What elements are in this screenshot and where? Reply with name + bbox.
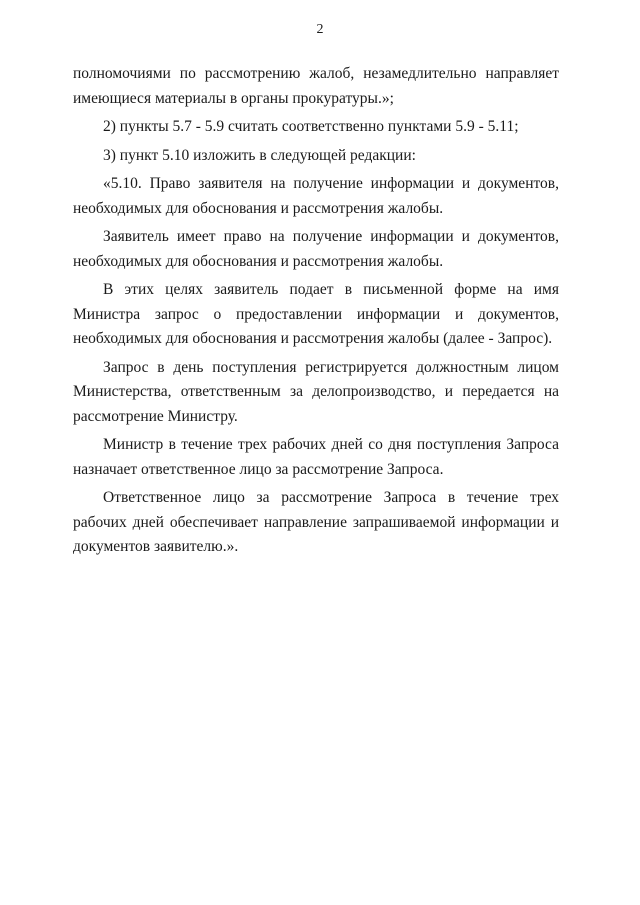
- paragraph-8: Министр в течение трех рабочих дней со дня поступления Запроса назначает ответственное лицо за рассмотрение Запроса.: [73, 436, 559, 478]
- paragraph-2: 2) пункты 5.7 - 5.9 считать соответственно пунктами 5.9 - 5.11;: [103, 118, 519, 135]
- paragraph-5: Заявитель имеет право на получение информации и документов, необходимых для обоснования и рассмотрения жалобы.: [73, 228, 559, 270]
- document-body: [73, 62, 559, 564]
- paragraph-9: Ответственное лицо за рассмотрение Запроса в течение трех рабочих дней обеспечивает направление запрашиваемой информации и документов заявителю.».: [73, 489, 559, 555]
- page-number: 2: [316, 22, 324, 37]
- paragraph-4: «5.10. Право заявителя на получение информации и документов, необходимых для обоснования и рассмотрения жалобы.: [73, 175, 559, 217]
- paragraph-7: Запрос в день поступления регистрируется должностным лицом Министерства, ответственным за делопроизводство, и передается на рассмотрение Министру.: [73, 358, 559, 425]
- paragraph-6: В этих целях заявитель подает в письменной форме на имя Министра запрос о предоставлении информации и документов, необходимых для обоснования и рассмотрения жалобы (далее - Запрос).: [73, 281, 559, 347]
- paragraph-1: полномочиями по рассмотрению жалоб, незамедлительно направляет имеющиеся материалы в органы прокуратуры.»;: [73, 65, 559, 107]
- paragraph-3: 3) пункт 5.10 изложить в следующей редакции:: [103, 146, 416, 164]
